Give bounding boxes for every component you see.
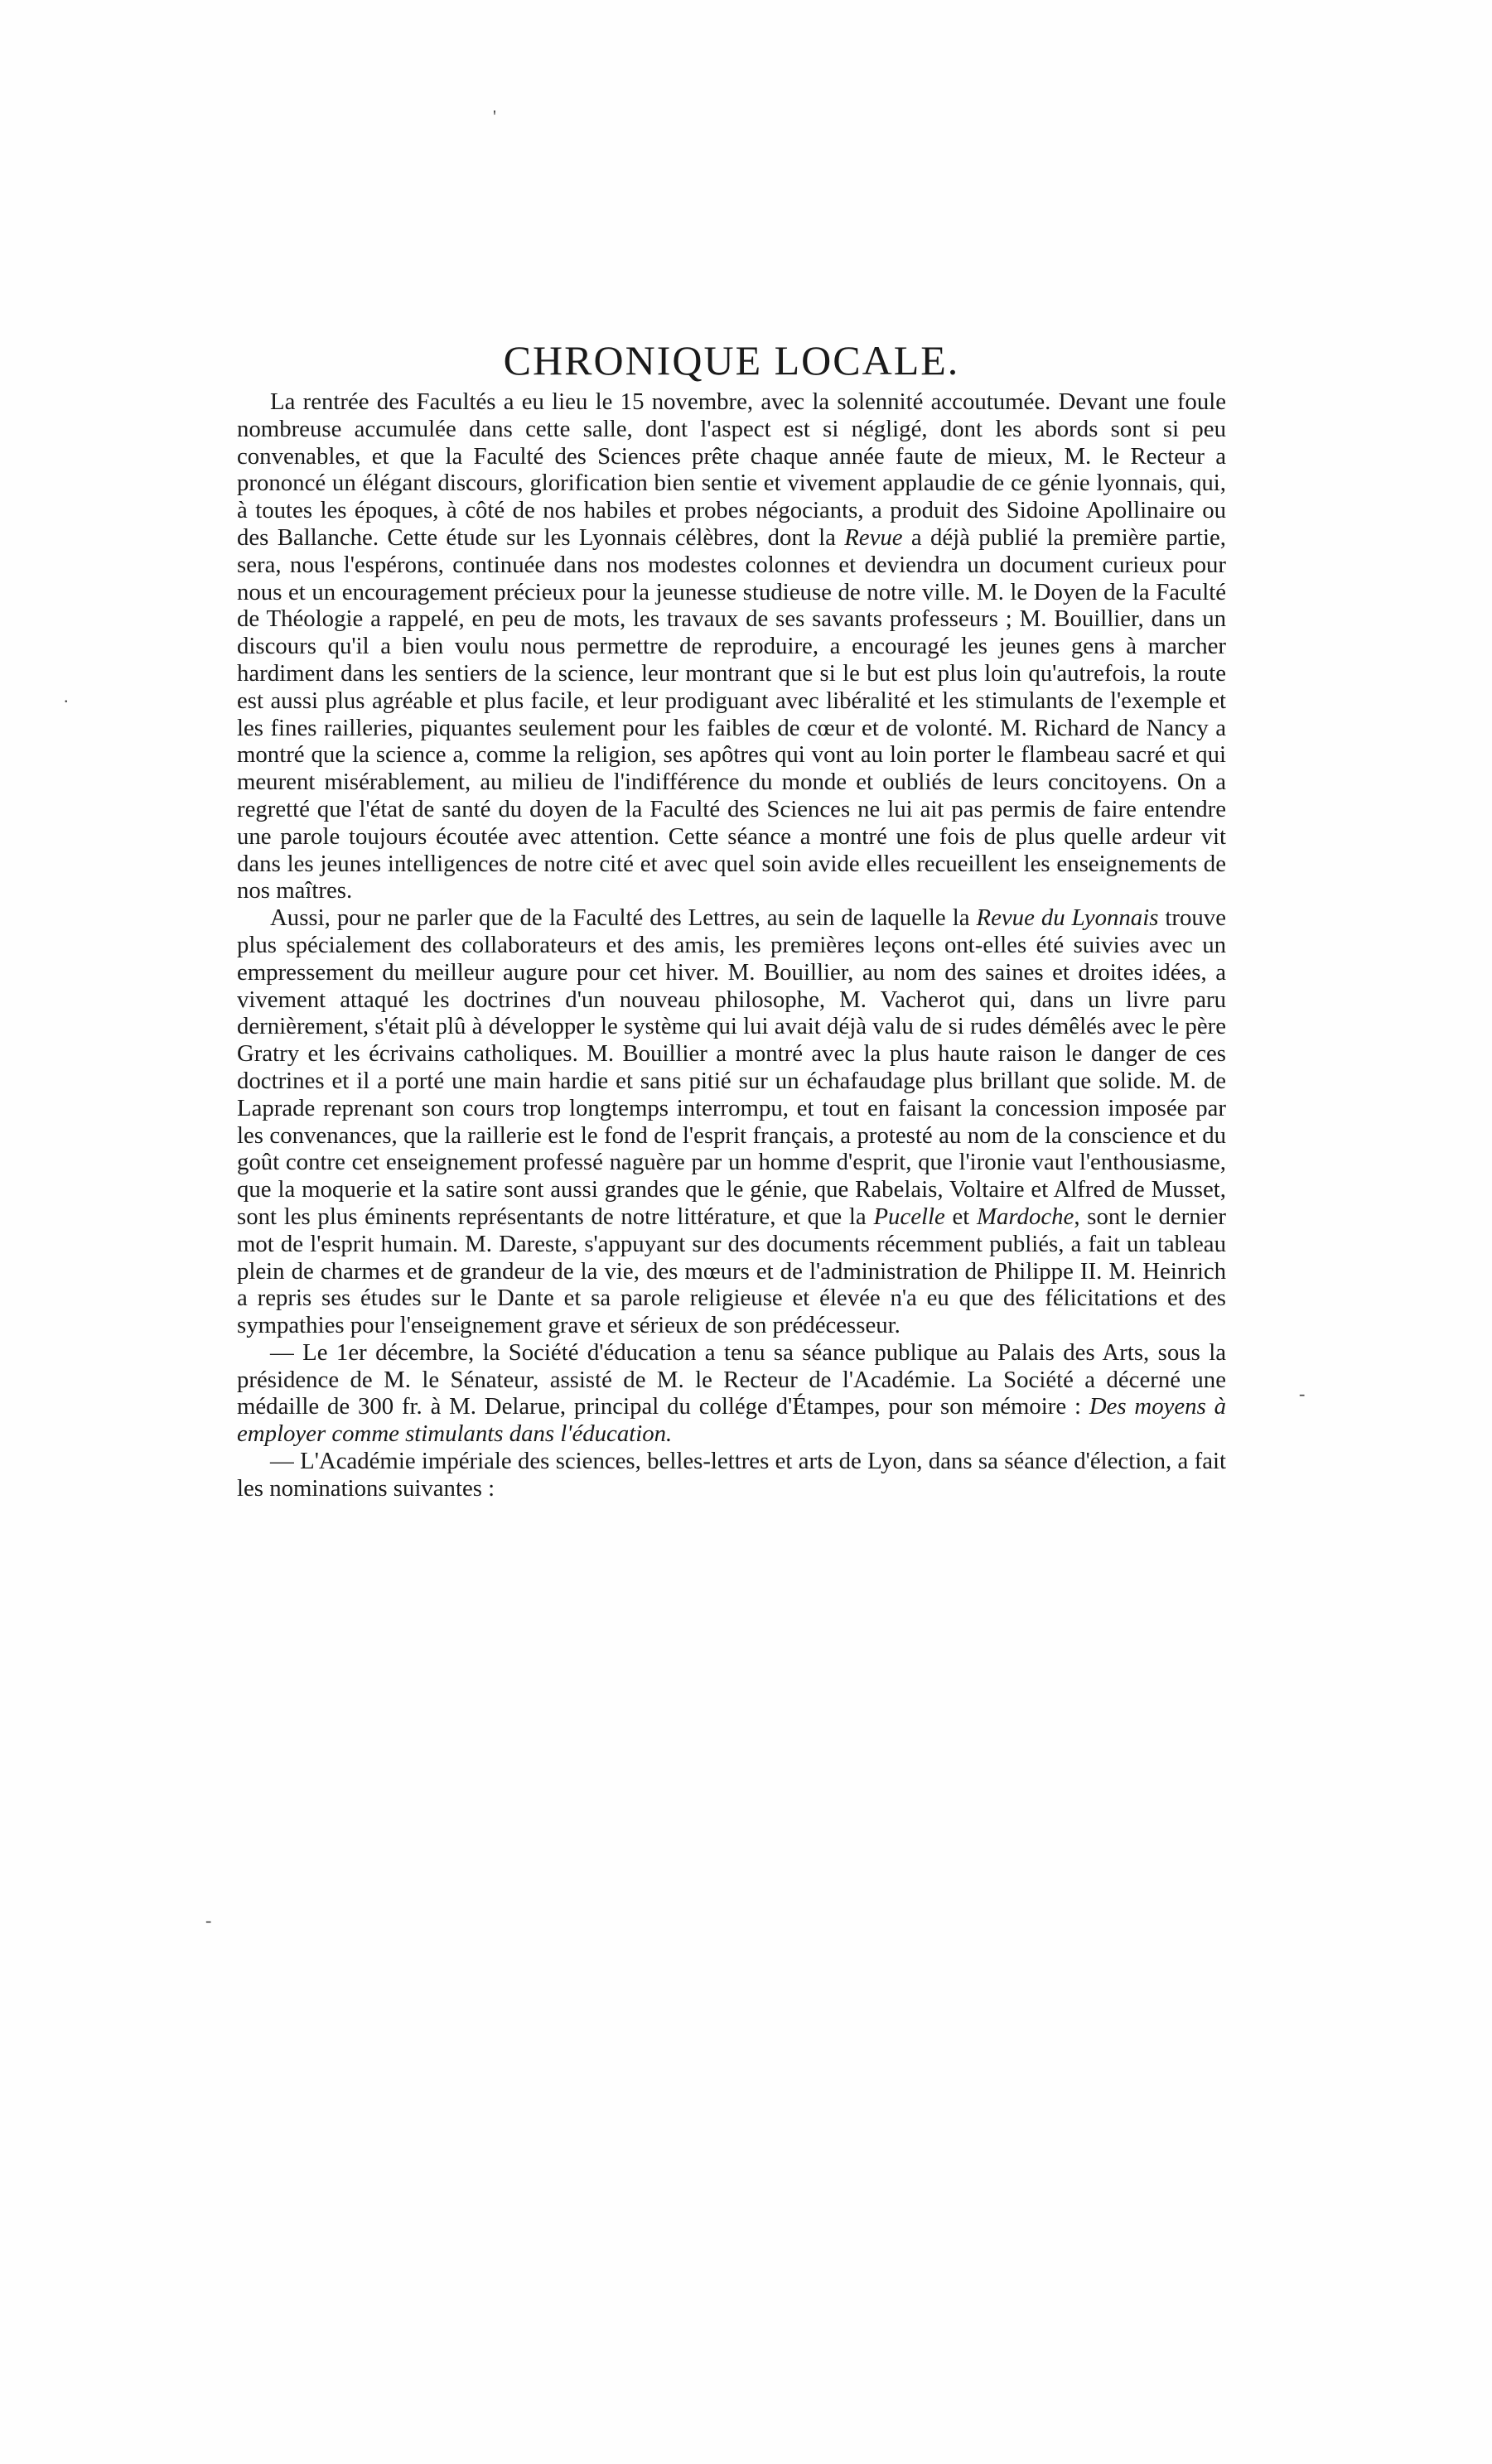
italic-text: Revue du Lyonnais (976, 904, 1159, 932)
article-body (237, 388, 1226, 1502)
italic-text: Revue (844, 523, 903, 551)
paragraph-text: a déjà publié la première partie, sera, nous l'espérons, continuée dans nos modestes colonnes et deviendra un document curieux pour nous et un encouragement précieux pour la jeunesse studieuse de notre ville. M. le Doyen de la Faculté de Théologie a rappelé, en peu de mots, les travaux de ses savants professeurs ; M. Bouillier, dans un discours qu'il a bien voulu nous permettre de reproduire, a encouragé les jeunes gens à marcher hardiment dans les sentiers de la science, leur montrant que si le but est plus loin qu'autrefois, la route est aussi plus agréable et plus facile, et leur prodiguant avec libéralité et les stimulants de l'exemple et les fines railleries, piquantes seulement pour les faibles de cœur et de volonté. M. Richard de Nancy a montré que la science a, comme la religion, ses apôtres qui vont au loin porter le flambeau sacré et qui meurent misérablement, au milieu de l'indifférence du monde et oubliés de leurs concitoyens. On a regretté que l'état de santé du doyen de la Faculté des Sciences ne lui ait pas permis de faire entendre une parole toujours écoutée avec attention. Cette séance a montré une fois de plus quelle ardeur vit dans les jeunes intelligences de notre cité et avec quel soin avide elles recueillent les enseignements de nos maîtres. (237, 523, 1226, 904)
margin-mark: - (205, 1910, 212, 1931)
article-paragraph (237, 904, 1226, 1339)
paragraph-text: La rentrée des Facultés a eu lieu le 15 novembre, avec la solennité accoutumée. Devant une foule nombreuse accumulée dans cette salle, dont l'aspect est si négligé, dont les abords sont si peu convenables, et que la Faculté des Sciences prête chaque année faute de mieux, M. le Recteur a prononcé un élégant discours, glorification bien sentie et vivement applaudie de ce génie lyonnais, qui, à toutes les époques, à côté de nos habiles et probes négociants, a produit des Sidoine Apollinaire ou des Ballanche. Cette étude sur les Lyonnais célèbres, dont la (237, 388, 1226, 551)
italic-text: Mardoche (977, 1203, 1074, 1230)
paragraph-text: — Le 1er décembre, la Société d'éducation a tenu sa séance publique au Palais des Arts, sous la présidence de M. le Sénateur, assisté de M. le Recteur de l'Académie. La Société a décerné une médaille de 300 fr. à M. Delarue, principal du collége d'Étampes, pour son mémoire : (237, 1338, 1226, 1420)
article-column (237, 338, 1226, 1502)
margin-mark: - (1299, 1383, 1306, 1404)
paragraph-text: trouve plus spécialement des collaborateurs et des amis, les premières leçons ont-elles été suivies avec un empressement du meilleur augure pour cet hiver. M. Bouillier, au nom des saines et droites idées, a vivement attaqué les doctrines d'un nouveau philosophe, M. Vacherot qui, dans un livre paru dernièrement, s'était plû à développer le système qui lui avait déjà valu de si rudes démêlés avec le père Gratry et les écrivains catholiques. M. Bouillier a montré avec la plus haute raison le danger de ces doctrines et il a porté une main hardie et sans pitié sur un échafaudage plus brillant que solide. M. de Laprade reprenant son cours trop longtemps interrompu, et tout en faisant la concession imposée par les convenances, que la raillerie est le fond de l'esprit français, a protesté au nom de la conscience et du goût contre cet enseignement professé naguère par un homme d'esprit, que l'ironie vaut l'enthousiasme, que la moquerie et la satire sont aussi grandes que le génie, que Rabelais, Voltaire et Alfred de Musset, sont les plus éminents représentants de notre littérature, et que la (237, 904, 1226, 1230)
margin-mark: . (64, 686, 69, 706)
paragraph-text: — L'Académie impériale des sciences, belles-lettres et arts de Lyon, dans sa séance d'élection, a fait les nominations suivantes : (237, 1448, 1226, 1502)
article-paragraph (237, 1448, 1226, 1502)
italic-text: Pucelle (873, 1203, 945, 1230)
paragraph-text: Aussi, pour ne parler que de la Faculté des Lettres, au sein de laquelle la (270, 904, 977, 932)
article-paragraph (237, 1339, 1226, 1448)
paragraph-text: et (944, 1203, 978, 1230)
article-paragraph (237, 388, 1226, 904)
paragraph-text: , sont le dernier mot de l'esprit humain. M. Dareste, s'appuyant sur des documents récemment publiés, a fait un tableau plein de charmes et de grandeur de la vie, des mœurs et de l'administration de Philippe II. M. Heinrich a repris ses études sur le Dante et sa parole religieuse et élevée n'a eu que des félicitations et des sympathies pour l'enseignement grave et sérieux de son prédécesseur. (237, 1203, 1227, 1339)
italic-text: Des moyens à employer comme stimulants dans l'éducation. (237, 1393, 1226, 1448)
margin-mark: ' (493, 106, 496, 127)
page-title: CHRONIQUE LOCALE. (503, 337, 960, 383)
